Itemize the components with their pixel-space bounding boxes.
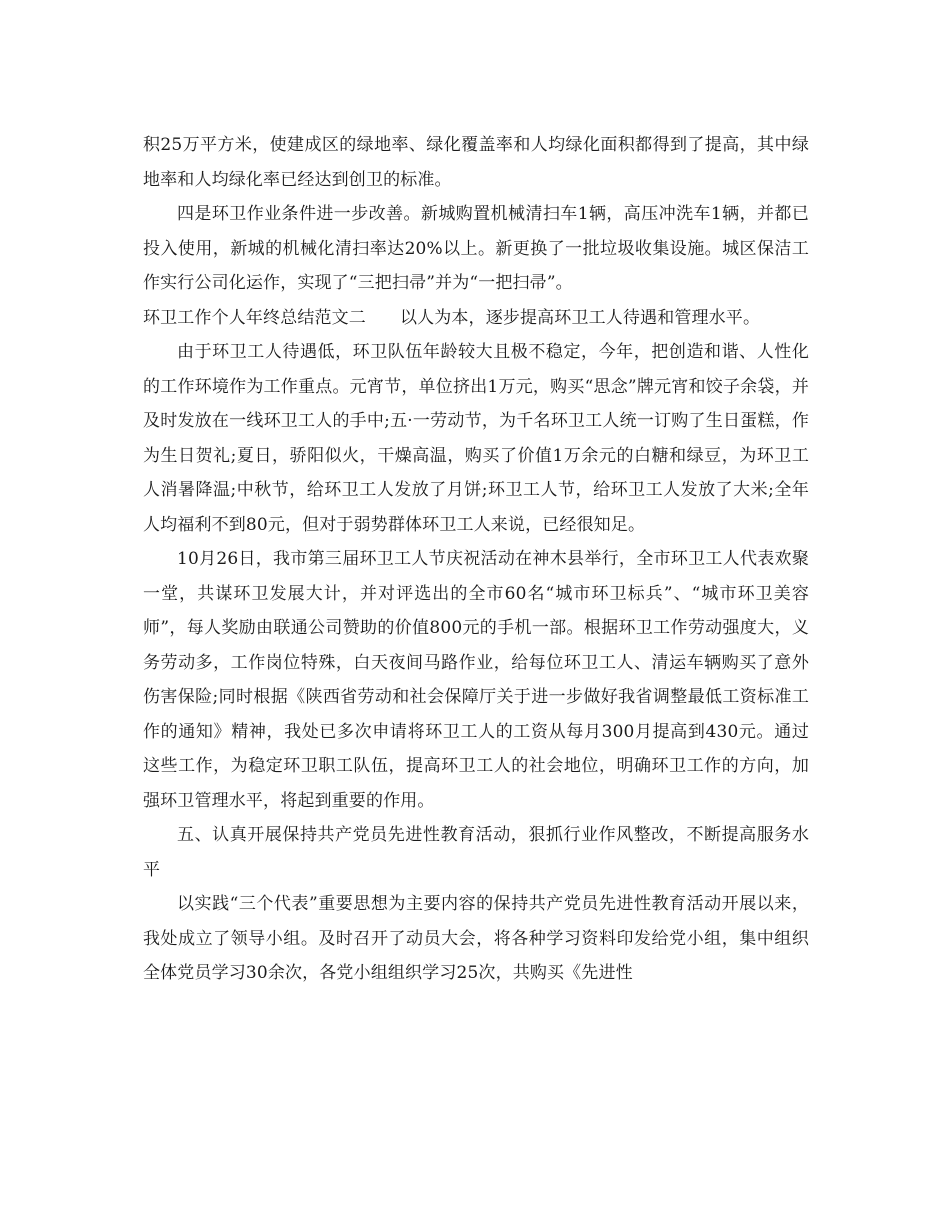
section-heading-tail: 以人为本，逐步提高环卫工人待遇和管理水平。	[399, 307, 761, 328]
section-heading-line	[143, 301, 809, 336]
paragraph-greening: 积25万平方米，使建成区的绿地率、绿化覆盖率和人均绿化面积都得到了提高，其中绿地率和人均绿化率已经达到创卫的标准。	[143, 135, 809, 190]
paragraph-section-five-heading: 五、认真开展保持共产党员先进性教育活动，狠抓行业作风整改，不断提高服务水平	[143, 825, 809, 880]
paragraph-sanitation-conditions: 四是环卫作业条件进一步改善。新城购置机械清扫车1辆，高压冲洗车1辆，并都已投入使用，新城的机械化清扫率达20%以上。新更换了一批垃圾收集设施。城区保洁工作实行公司化运作，实现了“三把扫帚”并为“一把扫帚”。	[143, 204, 809, 293]
paragraph-workers-festival: 10月26日，我市第三届环卫工人节庆祝活动在神木县举行，全市环卫工人代表欢聚一堂，共谋环卫发展大计，并对评选出的全市60名“城市环卫标兵”、“城市环卫美容师”，每人奖励由联通公司赞助的价值800元的手机一部。根据环卫工作劳动强度大，义务劳动多，工作岗位特殊，白天夜间马路作业，给每位环卫工人、清运车辆购买了意外伤害保险;同时根据《陕西省劳动和社会保障厅关于进一步做好我省调整最低工资标准工作的通知》精神，我处已多次申请将环卫工人的工资从每月300月提高到430元。通过这些工作，为稳定环卫职工队伍，提高环卫工人的社会地位，明确环卫工作的方向，加强环卫管理水平，将起到重要的作用。	[143, 549, 809, 811]
document-body	[143, 128, 809, 991]
paragraph-worker-welfare: 由于环卫工人待遇低，环卫队伍年龄较大且极不稳定，今年，把创造和谐、人性化的工作环境作为工作重点。元宵节，单位挤出1万元，购买“思念”牌元宵和饺子余袋，并及时发放在一线环卫工人的手中;五·一劳动节，为千名环卫工人统一订购了生日蛋糕，作为生日贺礼;夏日，骄阳似火，干燥高温，购买了价值1万余元的白糖和绿豆，为环卫工人消暑降温;中秋节，给环卫工人发放了月饼;环卫工人节，给环卫工人发放了大米;全年人均福利不到80元，但对于弱势群体环卫工人来说，已经很知足。	[143, 342, 809, 535]
paragraph-party-education: 以实践“三个代表”重要思想为主要内容的保持共产党员先进性教育活动开展以来，我处成立了领导小组。及时召开了动员大会，将各种学习资料印发给党小组，集中组织全体党员学习30余次，各党小组组织学习25次，共购买《先进性	[143, 894, 809, 983]
section-heading: 环卫工作个人年终总结范文二	[143, 307, 366, 328]
